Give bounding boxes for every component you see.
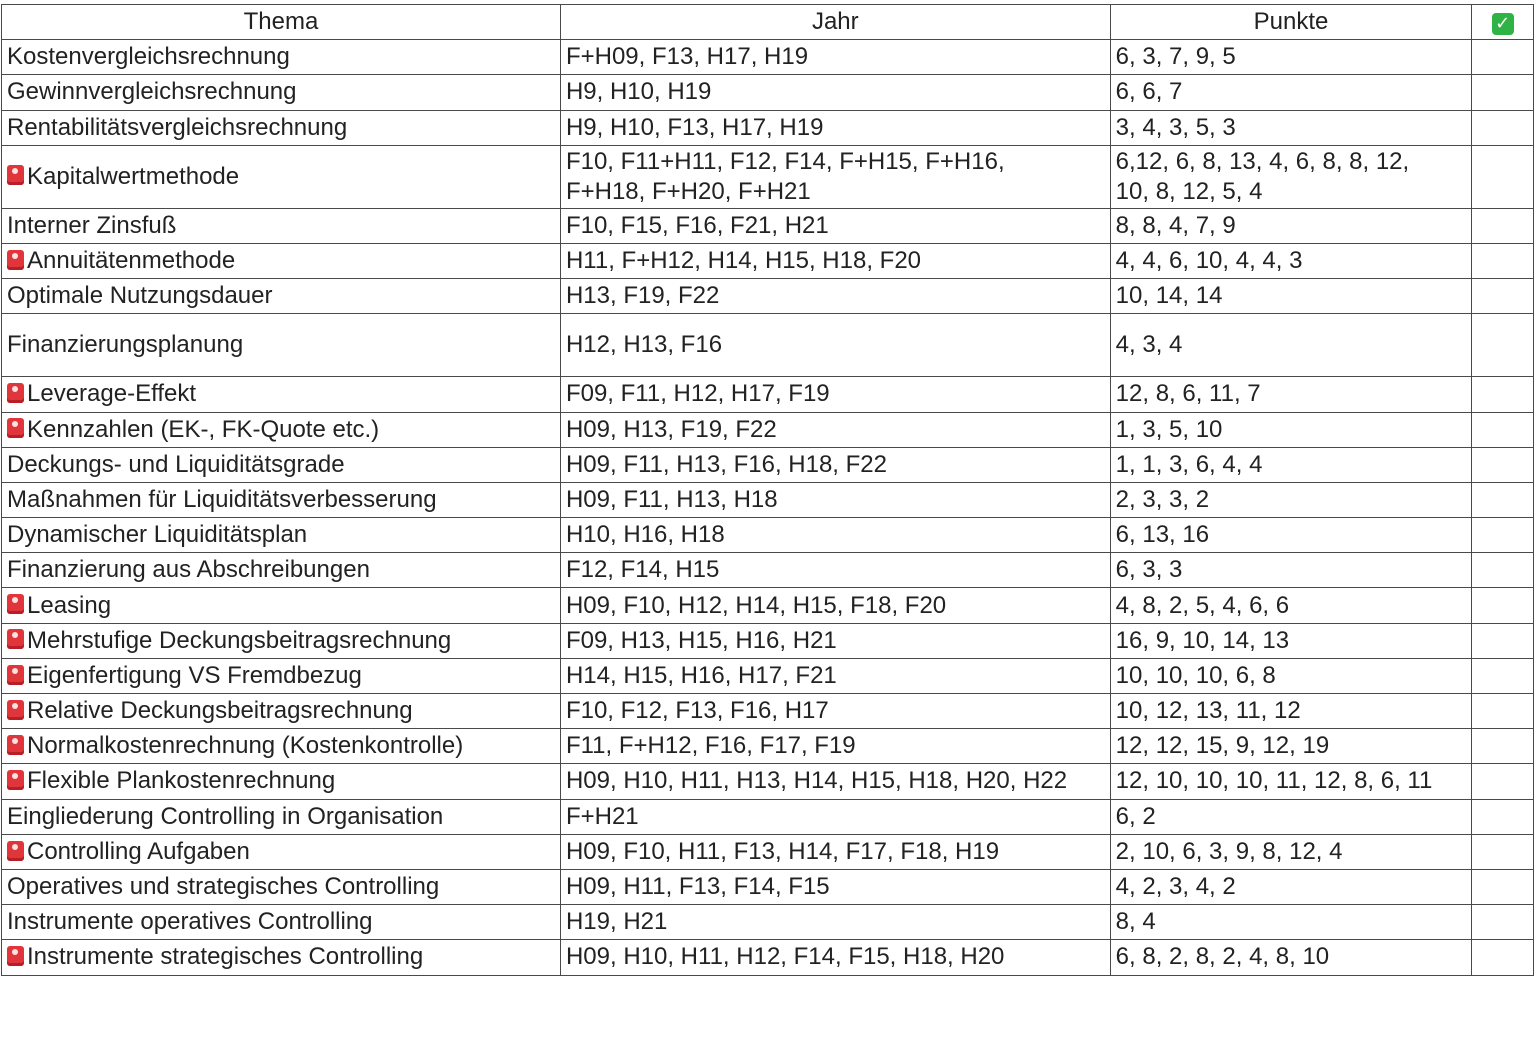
- header-done: [1472, 5, 1534, 40]
- table-row: [2, 110, 1534, 145]
- cell-done[interactable]: [1472, 729, 1534, 764]
- red-flag-icon: [7, 629, 24, 649]
- cell-jahr: [560, 518, 1110, 553]
- cell-done[interactable]: [1472, 834, 1534, 869]
- table-row: [2, 40, 1534, 75]
- cell-jahr: [560, 588, 1110, 623]
- table-row: [2, 482, 1534, 517]
- red-flag-icon: [7, 700, 24, 720]
- cell-thema: [2, 377, 561, 412]
- cell-jahr: [560, 40, 1110, 75]
- cell-punkte: [1110, 412, 1472, 447]
- jahr-text: H09, H11, F13, F14, F15: [565, 873, 830, 901]
- table-row: [2, 412, 1534, 447]
- jahr-text: H09, F11, H13, F16, H18, F22: [565, 450, 887, 478]
- cell-done[interactable]: [1472, 110, 1534, 145]
- cell-jahr: [560, 905, 1110, 940]
- header-punkte: Punkte: [1110, 5, 1472, 40]
- red-flag-icon: [7, 735, 24, 755]
- cell-punkte: [1110, 729, 1472, 764]
- punkte-text: 2, 10, 6, 3, 9, 8, 12, 4: [1115, 837, 1343, 865]
- cell-jahr: [560, 482, 1110, 517]
- thema-text: Instrumente operatives Controlling: [7, 908, 373, 936]
- table-row: [2, 869, 1534, 904]
- header-thema: Thema: [2, 5, 561, 40]
- thema-text: Controlling Aufgaben: [27, 837, 250, 865]
- punkte-text: 6,12, 6, 8, 13, 4, 6, 8, 8, 12,: [1115, 147, 1410, 175]
- table-row: [2, 729, 1534, 764]
- thema-text: Instrumente strategisches Controlling: [27, 943, 424, 971]
- punkte-text: 6, 2: [1115, 802, 1156, 830]
- cell-punkte: [1110, 145, 1472, 208]
- red-flag-icon: [7, 841, 24, 861]
- punkte-text: 1, 3, 5, 10: [1115, 415, 1223, 443]
- table-row: [2, 447, 1534, 482]
- cell-jahr: [560, 694, 1110, 729]
- cell-thema: [2, 518, 561, 553]
- cell-done[interactable]: [1472, 799, 1534, 834]
- cell-jahr: [560, 314, 1110, 377]
- table-row: [2, 279, 1534, 314]
- cell-done[interactable]: [1472, 623, 1534, 658]
- thema-text: Leverage-Effekt: [27, 380, 196, 408]
- cell-punkte: [1110, 243, 1472, 278]
- punkte-text: 8, 8, 4, 7, 9: [1115, 211, 1236, 239]
- table-row: [2, 145, 1534, 208]
- cell-jahr: [560, 834, 1110, 869]
- table-row: [2, 208, 1534, 243]
- punkte-text: 6, 8, 2, 8, 2, 4, 8, 10: [1115, 943, 1330, 971]
- punkte-text: 6, 13, 16: [1115, 521, 1210, 549]
- cell-jahr: [560, 764, 1110, 799]
- cell-punkte: [1110, 75, 1472, 110]
- thema-text: Operatives und strategisches Controlling: [7, 873, 440, 901]
- cell-jahr: [560, 110, 1110, 145]
- cell-thema: [2, 658, 561, 693]
- table-row: [2, 905, 1534, 940]
- jahr-text: F+H21: [565, 802, 639, 830]
- punkte-text: 1, 1, 3, 6, 4, 4: [1115, 450, 1263, 478]
- cell-thema: [2, 729, 561, 764]
- cell-done[interactable]: [1472, 314, 1534, 377]
- jahr-text: H09, F11, H13, H18: [565, 485, 778, 513]
- cell-jahr: [560, 869, 1110, 904]
- cell-jahr: [560, 658, 1110, 693]
- punkte-text: 10, 14, 14: [1115, 282, 1223, 310]
- table-row: [2, 553, 1534, 588]
- cell-punkte: [1110, 940, 1472, 975]
- table-row: [2, 834, 1534, 869]
- cell-jahr: [560, 145, 1110, 208]
- cell-jahr: [560, 279, 1110, 314]
- cell-jahr: [560, 447, 1110, 482]
- thema-text: Normalkostenrechnung (Kostenkontrolle): [27, 732, 464, 760]
- red-flag-icon: [7, 594, 24, 614]
- thema-text: Eingliederung Controlling in Organisation: [7, 802, 444, 830]
- jahr-text: H09, F10, H11, F13, H14, F17, F18, H19: [565, 837, 1000, 865]
- punkte-text: 6, 3, 7, 9, 5: [1115, 43, 1236, 71]
- cell-jahr: [560, 208, 1110, 243]
- cell-jahr: [560, 799, 1110, 834]
- cell-thema: [2, 764, 561, 799]
- thema-text: Gewinnvergleichsrechnung: [7, 78, 297, 106]
- cell-done[interactable]: [1472, 75, 1534, 110]
- table-row: [2, 623, 1534, 658]
- red-flag-icon: [7, 165, 24, 185]
- red-flag-icon: [7, 383, 24, 403]
- cell-jahr: [560, 940, 1110, 975]
- cell-punkte: [1110, 110, 1472, 145]
- thema-text: Deckungs- und Liquiditätsgrade: [7, 450, 345, 478]
- table-row: [2, 694, 1534, 729]
- cell-done[interactable]: [1472, 940, 1534, 975]
- jahr-text: H09, F10, H12, H14, H15, F18, F20: [565, 591, 947, 619]
- cell-done[interactable]: [1472, 694, 1534, 729]
- cell-jahr: [560, 623, 1110, 658]
- table-row: [2, 377, 1534, 412]
- thema-text: Eigenfertigung VS Fremdbezug: [27, 661, 362, 689]
- cell-done[interactable]: [1472, 588, 1534, 623]
- cell-punkte: [1110, 377, 1472, 412]
- thema-text: Flexible Plankostenrechnung: [27, 767, 336, 795]
- cell-done[interactable]: [1472, 145, 1534, 208]
- cell-thema: [2, 588, 561, 623]
- thema-text: Maßnahmen für Liquiditätsverbesserung: [7, 485, 437, 513]
- thema-text: Kostenvergleichsrechnung: [7, 43, 290, 71]
- cell-punkte: [1110, 764, 1472, 799]
- cell-thema: [2, 447, 561, 482]
- cell-punkte: [1110, 518, 1472, 553]
- cell-jahr: [560, 377, 1110, 412]
- jahr-text: H14, H15, H16, H17, F21: [565, 661, 837, 689]
- cell-done[interactable]: [1472, 377, 1534, 412]
- table-row: [2, 764, 1534, 799]
- jahr-text: F10, F11+H11, F12, F14, F+H15, F+H16,: [565, 147, 1005, 175]
- table-row: [2, 588, 1534, 623]
- jahr-text: H09, H10, H11, H13, H14, H15, H18, H20, H22: [565, 767, 1068, 795]
- topic-table: [1, 4, 1534, 976]
- red-flag-icon: [7, 946, 24, 966]
- cell-thema: [2, 482, 561, 517]
- cell-punkte: [1110, 799, 1472, 834]
- cell-done[interactable]: [1472, 764, 1534, 799]
- thema-text: Relative Deckungsbeitragsrechnung: [27, 697, 413, 725]
- table-row: [2, 243, 1534, 278]
- punkte-text: 10, 12, 13, 11, 12: [1115, 697, 1301, 725]
- cell-thema: [2, 412, 561, 447]
- cell-done[interactable]: [1472, 869, 1534, 904]
- jahr-text: H9, H10, F13, H17, H19: [565, 113, 824, 141]
- cell-thema: [2, 553, 561, 588]
- punkte-text: 12, 12, 15, 9, 12, 19: [1115, 732, 1330, 760]
- cell-punkte: [1110, 40, 1472, 75]
- cell-done[interactable]: [1472, 412, 1534, 447]
- jahr-text: H10, H16, H18: [565, 521, 725, 549]
- punkte-text: 6, 3, 3: [1115, 556, 1183, 584]
- cell-thema: [2, 110, 561, 145]
- cell-thema: [2, 623, 561, 658]
- thema-text: Dynamischer Liquiditätsplan: [7, 521, 308, 549]
- cell-punkte: [1110, 869, 1472, 904]
- cell-thema: [2, 145, 561, 208]
- cell-jahr: [560, 75, 1110, 110]
- red-flag-icon: [7, 418, 24, 438]
- header-row: [2, 5, 1534, 40]
- cell-punkte: [1110, 447, 1472, 482]
- cell-jahr: [560, 729, 1110, 764]
- jahr-text: F10, F12, F13, F16, H17: [565, 697, 829, 725]
- cell-thema: [2, 869, 561, 904]
- red-flag-icon: [7, 770, 24, 790]
- jahr-text: H11, F+H12, H14, H15, H18, F20: [565, 247, 922, 275]
- jahr-text: H09, H13, F19, F22: [565, 415, 777, 443]
- cell-punkte: [1110, 694, 1472, 729]
- punkte-text: 4, 2, 3, 4, 2: [1115, 873, 1236, 901]
- jahr-text: H12, H13, F16: [565, 331, 723, 359]
- cell-jahr: [560, 412, 1110, 447]
- cell-done[interactable]: [1472, 658, 1534, 693]
- cell-punkte: [1110, 588, 1472, 623]
- cell-done[interactable]: [1472, 553, 1534, 588]
- cell-done[interactable]: [1472, 208, 1534, 243]
- cell-thema: [2, 40, 561, 75]
- cell-done[interactable]: [1472, 905, 1534, 940]
- cell-punkte: [1110, 553, 1472, 588]
- cell-thema: [2, 75, 561, 110]
- cell-done[interactable]: [1472, 447, 1534, 482]
- thema-text: Kapitalwertmethode: [27, 162, 240, 190]
- table-row: [2, 940, 1534, 975]
- jahr-text: F10, F15, F16, F21, H21: [565, 211, 829, 239]
- jahr-text: H9, H10, H19: [565, 78, 712, 106]
- thema-text: Finanzierungsplanung: [7, 331, 244, 359]
- jahr-text: F11, F+H12, F16, F17, F19: [565, 732, 856, 760]
- cell-thema: [2, 208, 561, 243]
- cell-done[interactable]: [1472, 40, 1534, 75]
- table-row: [2, 75, 1534, 110]
- cell-done[interactable]: [1472, 243, 1534, 278]
- jahr-text: F12, F14, H15: [565, 556, 720, 584]
- thema-text: Interner Zinsfuß: [7, 211, 177, 239]
- cell-done[interactable]: [1472, 279, 1534, 314]
- thema-text: Optimale Nutzungsdauer: [7, 282, 273, 310]
- jahr-text: H13, F19, F22: [565, 282, 720, 310]
- cell-punkte: [1110, 834, 1472, 869]
- punkte-text: 12, 8, 6, 11, 7: [1115, 380, 1261, 408]
- thema-text: Rentabilitätsvergleichsrechnung: [7, 113, 348, 141]
- cell-thema: [2, 834, 561, 869]
- jahr-text: H09, H10, H11, H12, F14, F15, H18, H20: [565, 943, 1005, 971]
- thema-text: Kennzahlen (EK-, FK-Quote etc.): [27, 415, 380, 443]
- header-jahr: Jahr: [560, 5, 1110, 40]
- cell-thema: [2, 799, 561, 834]
- punkte-text: 4, 4, 6, 10, 4, 4, 3: [1115, 247, 1303, 275]
- cell-jahr: [560, 553, 1110, 588]
- punkte-text: 10, 10, 10, 6, 8: [1115, 661, 1276, 689]
- punkte-text: 4, 3, 4: [1115, 331, 1183, 359]
- cell-punkte: [1110, 623, 1472, 658]
- cell-thema: [2, 694, 561, 729]
- table-row: [2, 799, 1534, 834]
- jahr-text: F09, H13, H15, H16, H21: [565, 626, 837, 654]
- punkte-text: 16, 9, 10, 14, 13: [1115, 626, 1290, 654]
- thema-text: Leasing: [27, 591, 112, 619]
- cell-thema: [2, 243, 561, 278]
- jahr-text: F09, F11, H12, H17, F19: [565, 380, 830, 408]
- punkte-text: 10, 8, 12, 5, 4: [1115, 177, 1263, 205]
- punkte-text: 6, 6, 7: [1115, 78, 1183, 106]
- jahr-text: F+H09, F13, H17, H19: [565, 43, 809, 71]
- cell-punkte: [1110, 279, 1472, 314]
- cell-punkte: [1110, 208, 1472, 243]
- cell-punkte: [1110, 905, 1472, 940]
- cell-thema: [2, 905, 561, 940]
- table-row: [2, 314, 1534, 377]
- checkmark-icon: ✓: [1492, 13, 1514, 35]
- jahr-text: F+H18, F+H20, F+H21: [565, 177, 811, 205]
- thema-text: Finanzierung aus Abschreibungen: [7, 556, 370, 584]
- cell-thema: [2, 940, 561, 975]
- thema-text: Mehrstufige Deckungsbeitragsrechnung: [27, 626, 452, 654]
- thema-text: Annuitätenmethode: [27, 247, 236, 275]
- table-row: [2, 518, 1534, 553]
- red-flag-icon: [7, 250, 24, 270]
- cell-jahr: [560, 243, 1110, 278]
- punkte-text: 12, 10, 10, 10, 11, 12, 8, 6, 11: [1115, 767, 1433, 795]
- cell-thema: [2, 314, 561, 377]
- punkte-text: 2, 3, 3, 2: [1115, 485, 1210, 513]
- red-flag-icon: [7, 665, 24, 685]
- cell-done[interactable]: [1472, 518, 1534, 553]
- punkte-text: 8, 4: [1115, 908, 1156, 936]
- jahr-text: H19, H21: [565, 908, 668, 936]
- cell-punkte: [1110, 658, 1472, 693]
- cell-punkte: [1110, 314, 1472, 377]
- cell-thema: [2, 279, 561, 314]
- punkte-text: 3, 4, 3, 5, 3: [1115, 113, 1236, 141]
- cell-done[interactable]: [1472, 482, 1534, 517]
- table-row: [2, 658, 1534, 693]
- cell-punkte: [1110, 482, 1472, 517]
- punkte-text: 4, 8, 2, 5, 4, 6, 6: [1115, 591, 1290, 619]
